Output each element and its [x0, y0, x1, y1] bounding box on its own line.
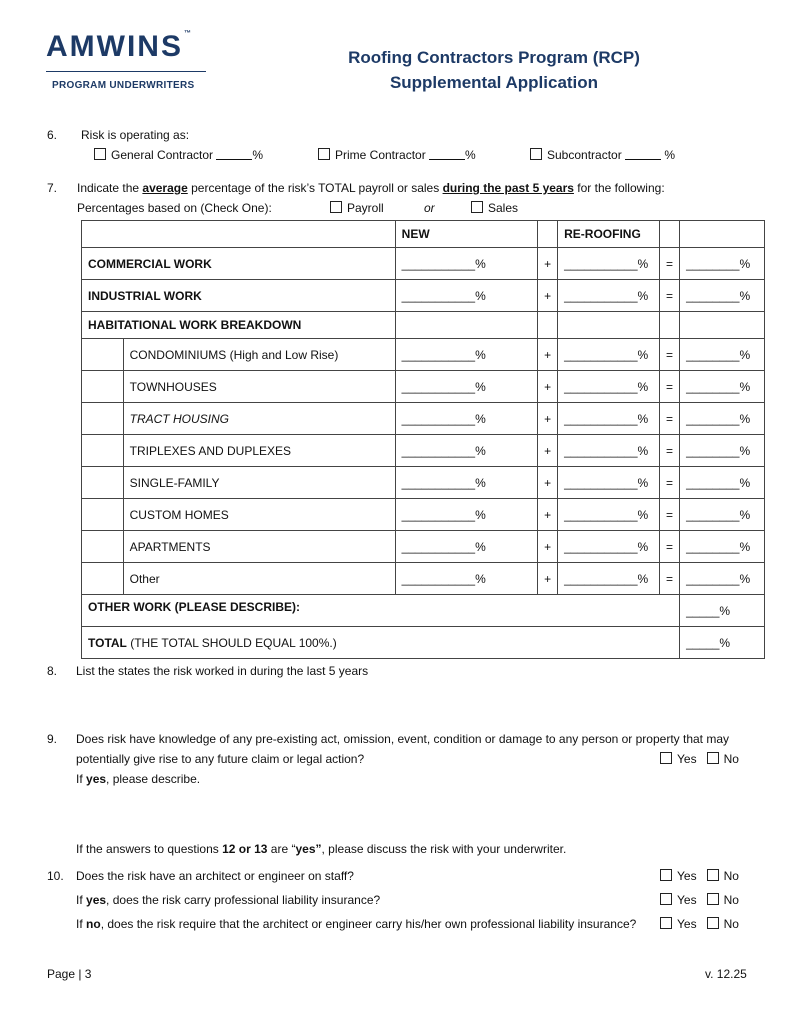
- reroofing-pct-field[interactable]: ___________%: [558, 563, 660, 595]
- q6-subcontractor[interactable]: Subcontractor %: [530, 148, 675, 162]
- amwins-logo: [46, 30, 191, 64]
- equals-sign: =: [660, 371, 680, 403]
- reroofing-pct-field[interactable]: ___________%: [558, 531, 660, 563]
- checkbox[interactable]: [660, 752, 672, 764]
- table-row: [82, 248, 765, 280]
- row-label: CONDOMINIUMS (High and Low Rise): [123, 339, 395, 371]
- page-subtitle: Supplemental Application: [389, 73, 599, 92]
- checkbox[interactable]: [530, 148, 542, 160]
- row-label: TOWNHOUSES: [123, 371, 395, 403]
- checkbox[interactable]: [707, 752, 719, 764]
- q9-line1: Does risk have knowledge of any pre-existing act, omission, event, condition or damage to any person or property that may: [76, 732, 730, 746]
- checkbox[interactable]: [94, 148, 106, 160]
- table-row: [82, 312, 765, 339]
- reroofing-pct-field[interactable]: ___________%: [558, 371, 660, 403]
- total-pct-field[interactable]: ________%: [680, 467, 765, 499]
- reroofing-pct-field[interactable]: ___________%: [558, 467, 660, 499]
- table-row: [82, 595, 765, 627]
- new-pct-field[interactable]: ___________%: [395, 248, 537, 280]
- q10-yes-no-3[interactable]: Yes No: [660, 917, 739, 931]
- plus-sign: +: [538, 435, 558, 467]
- total-pct-field[interactable]: ________%: [680, 531, 765, 563]
- q10-number: 10.: [47, 869, 64, 883]
- equals-sign: =: [660, 339, 680, 371]
- q6-number: 6.: [47, 128, 58, 142]
- checkbox[interactable]: [707, 869, 719, 881]
- q10-yes-no-1[interactable]: Yes No: [660, 869, 739, 883]
- checkbox[interactable]: [330, 201, 342, 213]
- equals-sign: =: [660, 563, 680, 595]
- other-work-label: OTHER WORK (PLEASE DESCRIBE):: [82, 595, 680, 627]
- logo-word: AMWINS: [46, 30, 183, 63]
- q8-text: List the states the risk worked in during the last 5 years: [76, 664, 369, 678]
- table-row: [82, 627, 765, 659]
- total-label: TOTAL (THE TOTAL SHOULD EQUAL 100%.): [82, 627, 680, 659]
- checkbox[interactable]: [660, 893, 672, 905]
- total-pct-field[interactable]: ________%: [680, 248, 765, 280]
- q9-yes-no[interactable]: Yes No: [660, 752, 739, 766]
- new-pct-field[interactable]: ___________%: [395, 339, 537, 371]
- checkbox[interactable]: [318, 148, 330, 160]
- col-new: NEW: [395, 221, 537, 248]
- q7-basis-label: Percentages based on (Check One):: [77, 201, 272, 215]
- equals-sign: =: [660, 499, 680, 531]
- q10-line1: Does the risk have an architect or engineer on staff?: [76, 869, 354, 883]
- table-row: [82, 467, 765, 499]
- row-label: COMMERCIAL WORK: [82, 248, 396, 280]
- q9-if-yes: If yes, please describe.: [76, 772, 201, 786]
- table-header-row: [82, 221, 765, 248]
- q6-prime-contractor[interactable]: Prime Contractor %: [318, 148, 476, 162]
- table-row: [82, 280, 765, 312]
- total-pct-field[interactable]: ________%: [680, 339, 765, 371]
- total-pct-field[interactable]: ________%: [680, 403, 765, 435]
- q9-number: 9.: [47, 732, 58, 746]
- col-reroofing: RE-ROOFING: [558, 221, 660, 248]
- other-work-pct-field[interactable]: _____%: [680, 595, 765, 627]
- plus-sign: +: [538, 371, 558, 403]
- plus-sign: +: [538, 280, 558, 312]
- reroofing-pct-field[interactable]: ___________%: [558, 280, 660, 312]
- total-pct-field[interactable]: ________%: [680, 563, 765, 595]
- checkbox[interactable]: [707, 917, 719, 929]
- row-label: SINGLE-FAMILY: [123, 467, 395, 499]
- plus-sign: +: [538, 467, 558, 499]
- table-row: [82, 371, 765, 403]
- new-pct-field[interactable]: ___________%: [395, 280, 537, 312]
- equals-sign: =: [660, 248, 680, 280]
- new-pct-field[interactable]: ___________%: [395, 371, 537, 403]
- table-row: [82, 563, 765, 595]
- total-pct-field[interactable]: ________%: [680, 280, 765, 312]
- plus-sign: +: [538, 563, 558, 595]
- q7-or: or: [424, 201, 435, 215]
- row-label: TRIPLEXES AND DUPLEXES: [123, 435, 395, 467]
- new-pct-field[interactable]: ___________%: [395, 467, 537, 499]
- q7-sales-option[interactable]: Sales: [471, 201, 518, 215]
- row-label: INDUSTRIAL WORK: [82, 280, 396, 312]
- total-pct-field[interactable]: ________%: [680, 499, 765, 531]
- q6-text: Risk is operating as:: [81, 128, 190, 142]
- equals-sign: =: [660, 403, 680, 435]
- new-pct-field[interactable]: ___________%: [395, 499, 537, 531]
- equals-sign: =: [660, 435, 680, 467]
- trademark: ™: [183, 30, 191, 37]
- reroofing-pct-field[interactable]: ___________%: [558, 248, 660, 280]
- checkbox[interactable]: [471, 201, 483, 213]
- q7-payroll-option[interactable]: Payroll: [330, 201, 384, 215]
- habitational-header: HABITATIONAL WORK BREAKDOWN: [82, 312, 396, 339]
- q8-number: 8.: [47, 664, 58, 678]
- table-row: [82, 435, 765, 467]
- row-label: TRACT HOUSING: [123, 403, 395, 435]
- reroofing-pct-field[interactable]: ___________%: [558, 339, 660, 371]
- version: v. 12.25: [705, 967, 747, 981]
- q10-line2: If yes, does the risk carry professional liability insurance?: [76, 893, 381, 907]
- checkbox[interactable]: [707, 893, 719, 905]
- table-row: [82, 403, 765, 435]
- q6-general-contractor[interactable]: General Contractor %: [94, 148, 263, 162]
- checkbox[interactable]: [660, 917, 672, 929]
- q10-yes-no-2[interactable]: Yes No: [660, 893, 739, 907]
- table-row: [82, 499, 765, 531]
- plus-sign: +: [538, 248, 558, 280]
- q9-line2: potentially give rise to any future claim or legal action?: [76, 752, 365, 766]
- equals-sign: =: [660, 531, 680, 563]
- plus-sign: +: [538, 403, 558, 435]
- q7-number: 7.: [47, 181, 58, 195]
- reroofing-pct-field[interactable]: ___________%: [558, 403, 660, 435]
- plus-sign: +: [538, 339, 558, 371]
- page-title: Roofing Contractors Program (RCP): [348, 48, 640, 67]
- logo-subtitle: PROGRAM UNDERWRITERS: [52, 80, 195, 91]
- equals-sign: =: [660, 280, 680, 312]
- row-label: CUSTOM HOMES: [123, 499, 395, 531]
- row-label: Other: [123, 563, 395, 595]
- page-number: Page | 3: [47, 967, 92, 981]
- table-row: [82, 531, 765, 563]
- new-pct-field[interactable]: ___________%: [395, 531, 537, 563]
- new-pct-field[interactable]: ___________%: [395, 435, 537, 467]
- logo-divider: [46, 71, 206, 72]
- new-pct-field[interactable]: ___________%: [395, 403, 537, 435]
- q10-line3: If no, does the risk require that the architect or engineer carry his/her own professional liability insurance?: [76, 917, 637, 931]
- reroofing-pct-field[interactable]: ___________%: [558, 499, 660, 531]
- checkbox[interactable]: [660, 869, 672, 881]
- table-row: [82, 339, 765, 371]
- plus-sign: +: [538, 531, 558, 563]
- row-label: APARTMENTS: [123, 531, 395, 563]
- work-breakdown-table: [81, 220, 765, 659]
- total-pct-field[interactable]: _____%: [680, 627, 765, 659]
- plus-sign: +: [538, 499, 558, 531]
- new-pct-field[interactable]: ___________%: [395, 563, 537, 595]
- reroofing-pct-field[interactable]: ___________%: [558, 435, 660, 467]
- total-pct-field[interactable]: ________%: [680, 435, 765, 467]
- q7-text: Indicate the average percentage of the risk’s TOTAL payroll or sales during the past 5 years for the following:: [77, 181, 665, 195]
- equals-sign: =: [660, 467, 680, 499]
- total-pct-field[interactable]: ________%: [680, 371, 765, 403]
- underwriter-note: If the answers to questions 12 or 13 are “yes”, please discuss the risk with your underwriter.: [76, 842, 567, 856]
